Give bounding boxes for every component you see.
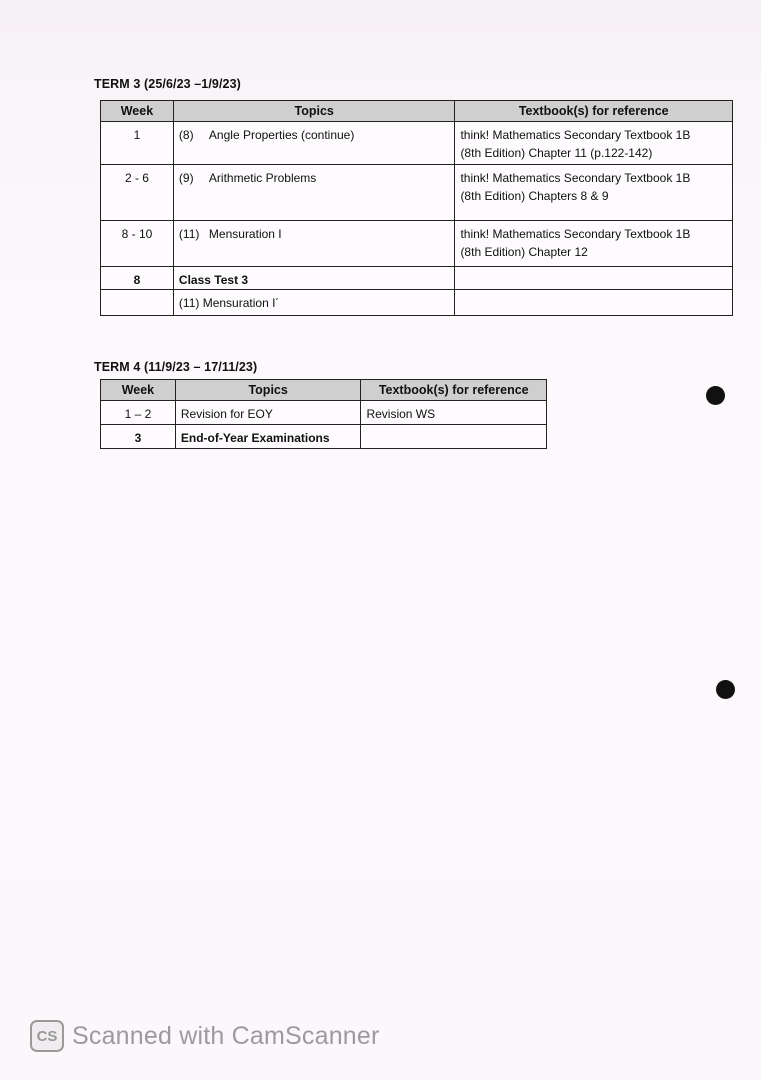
topics-header: Topics xyxy=(175,380,361,401)
week-cell: 8 xyxy=(101,267,174,290)
topic-cell xyxy=(173,122,455,165)
topic-cell: End-of-Year Examinations xyxy=(175,425,361,449)
reference-cell xyxy=(361,425,547,449)
topic-cell: Revision for EOY xyxy=(175,401,361,425)
reference-line: think! Mathematics Secondary Textbook 1B xyxy=(460,128,691,142)
week-header: Week xyxy=(101,380,176,401)
reference-cell xyxy=(455,221,733,267)
topic-cell: (11) Mensuration I´ xyxy=(173,290,455,316)
reference-line: (8th Edition) Chapter 12 xyxy=(460,245,588,259)
table-header-row xyxy=(101,101,733,122)
reference-line: think! Mathematics Secondary Textbook 1B xyxy=(460,227,691,241)
reference-cell xyxy=(455,122,733,165)
textbook-header: Textbook(s) for reference xyxy=(361,380,547,401)
term4-table xyxy=(100,379,547,449)
table-row xyxy=(101,122,733,165)
term4-title: TERM 4 (11/9/23 – 17/11/23) xyxy=(94,360,258,374)
week-cell: 2 - 6 xyxy=(101,165,174,221)
camscanner-watermark xyxy=(30,1018,380,1054)
week-cell: 1 – 2 xyxy=(101,401,176,425)
reference-cell xyxy=(455,267,733,290)
topic-text: Angle Properties (continue) xyxy=(208,128,355,142)
reference-cell: Revision WS xyxy=(361,401,547,425)
week-cell: 8 - 10 xyxy=(101,221,174,267)
week-cell xyxy=(101,290,174,316)
topic-text: Arithmetic Problems xyxy=(208,171,317,185)
topic-cell: Class Test 3 xyxy=(173,267,455,290)
table-row xyxy=(101,425,547,449)
reference-line: (8th Edition) Chapters 8 & 9 xyxy=(460,189,609,203)
binder-hole-dot xyxy=(706,386,725,405)
textbook-header: Textbook(s) for reference xyxy=(455,101,733,122)
term3-table xyxy=(100,100,733,316)
reference-cell xyxy=(455,165,733,221)
topic-text: Mensuration I xyxy=(208,227,282,241)
week-header: Week xyxy=(101,101,174,122)
table-row xyxy=(101,290,733,316)
term3-title: TERM 3 (25/6/23 –1/9/23) xyxy=(94,77,241,91)
topic-cell xyxy=(173,221,455,267)
topic-cell xyxy=(173,165,455,221)
watermark-text: Scanned with CamScanner xyxy=(72,1021,380,1050)
reference-line: (8th Edition) Chapter 11 (p.122-142) xyxy=(460,146,653,160)
topic-number: (8) xyxy=(178,128,194,142)
camscanner-logo: CS xyxy=(30,1020,64,1052)
week-cell: 3 xyxy=(101,425,176,449)
table-row xyxy=(101,221,733,267)
binder-hole-dot xyxy=(716,680,735,699)
topic-number: (11) xyxy=(178,227,200,241)
topics-header: Topics xyxy=(173,101,455,122)
reference-line: think! Mathematics Secondary Textbook 1B xyxy=(460,171,691,185)
table-row xyxy=(101,401,547,425)
table-row xyxy=(101,165,733,221)
week-cell: 1 xyxy=(101,122,174,165)
table-header-row xyxy=(101,380,547,401)
topic-number: (9) xyxy=(178,171,194,185)
table-row xyxy=(101,267,733,290)
reference-cell xyxy=(455,290,733,316)
